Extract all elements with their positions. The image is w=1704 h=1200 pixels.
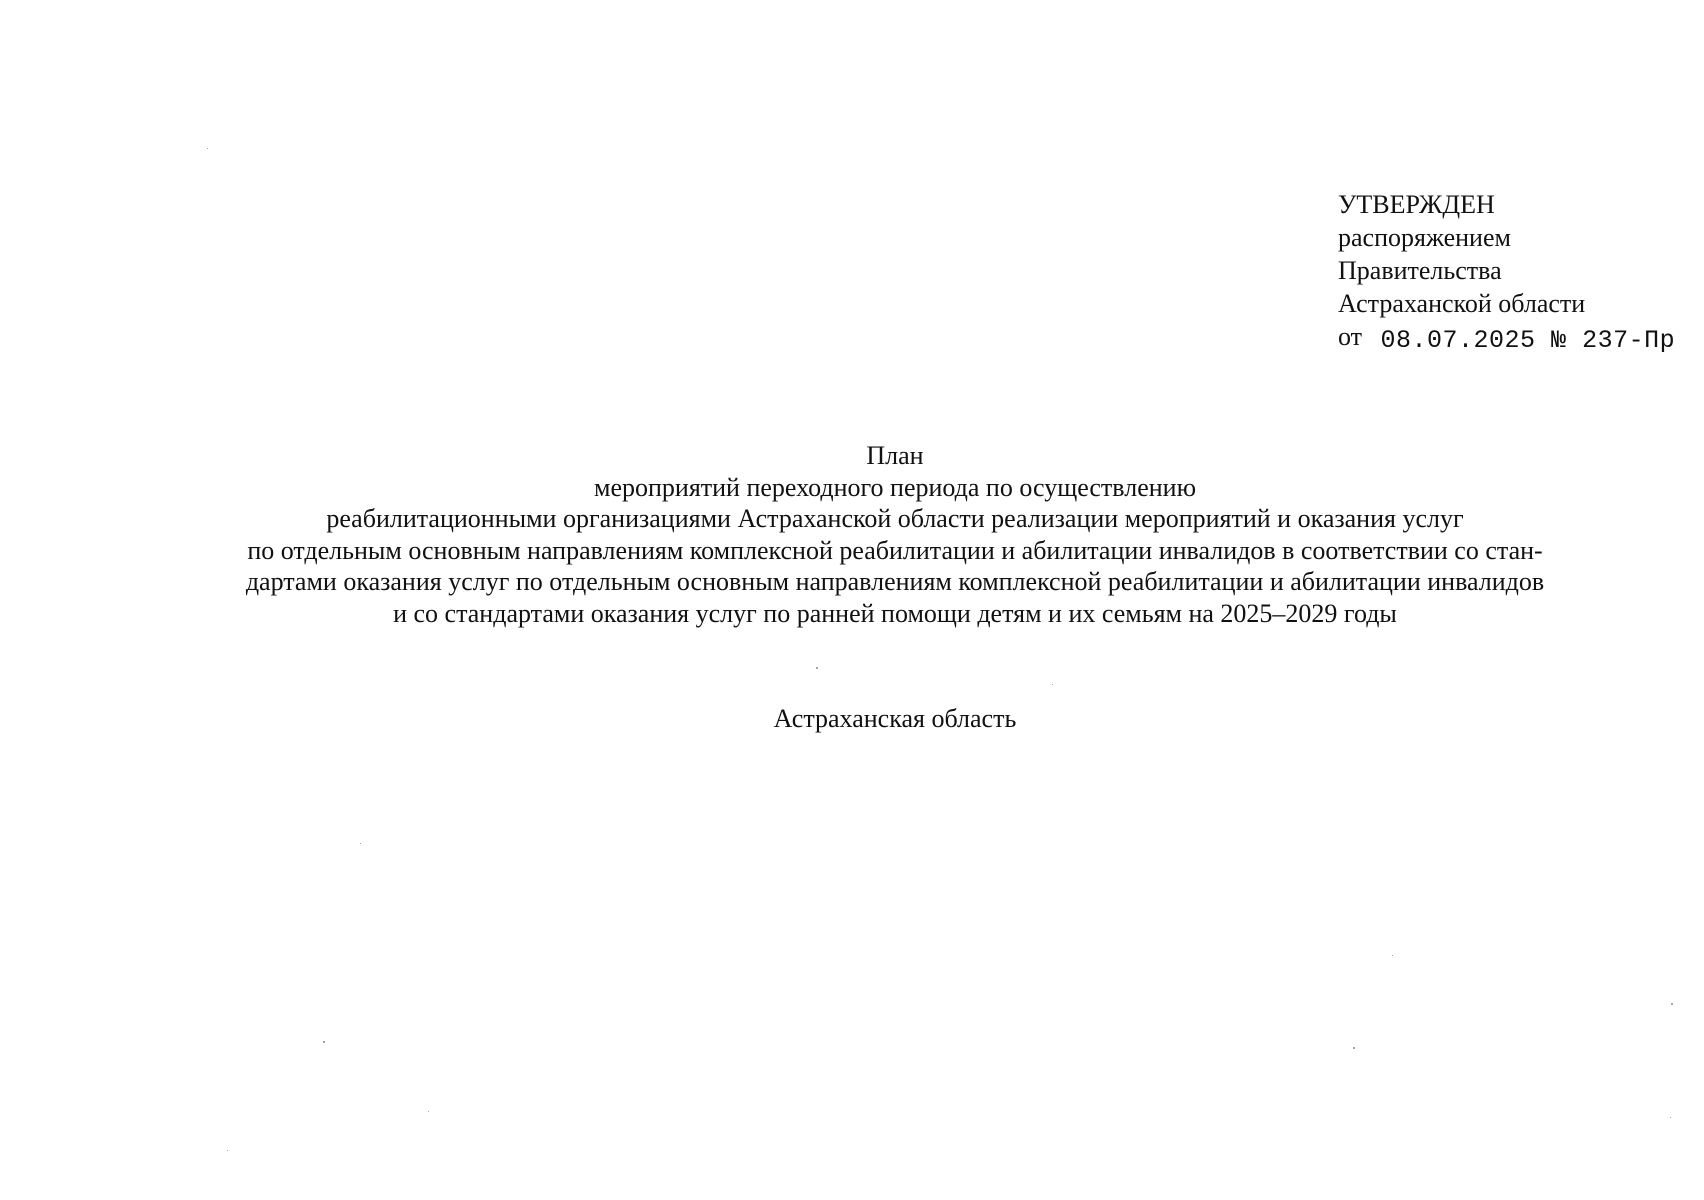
scan-speck bbox=[1353, 1047, 1355, 1049]
order-date-number-stamp: 08.07.2025 № 237-Пр bbox=[1380, 326, 1676, 355]
scan-speck bbox=[227, 1150, 228, 1151]
scan-speck bbox=[1670, 1117, 1671, 1118]
scan-speck bbox=[428, 1111, 429, 1112]
scan-speck bbox=[1392, 955, 1393, 956]
scan-speck bbox=[816, 667, 818, 669]
approval-line-government: Правительства bbox=[1338, 256, 1502, 285]
title-line: План bbox=[866, 441, 924, 470]
scan-speck bbox=[1671, 1003, 1673, 1005]
approval-heading: УТВЕРЖДЕН bbox=[1338, 190, 1495, 219]
document-title bbox=[150, 440, 1640, 629]
approval-order-line bbox=[1338, 320, 1678, 355]
title-line: дартами оказания услуг по отдельным основным направлениям комплексной реабилитации и абилитации инвалидов bbox=[245, 567, 1545, 596]
region-name: Астраханская область bbox=[773, 704, 1017, 733]
scan-speck bbox=[360, 843, 361, 844]
scan-speck bbox=[207, 148, 208, 149]
title-line: мероприятий переходного периода по осуществлению bbox=[594, 472, 1196, 502]
title-line: и со стандартами оказания услуг по ранней помощи детям и их семьям на 2025–2029 годы bbox=[393, 598, 1397, 628]
title-line: реабилитационными организациями Астраханской области реализации мероприятий и оказания услуг bbox=[326, 504, 1464, 533]
scan-speck bbox=[1052, 684, 1053, 685]
approval-block bbox=[1338, 188, 1678, 355]
order-date-prefix: от bbox=[1338, 322, 1363, 351]
title-line: по отдельным основным направлениям комплексной реабилитации и абилитации инвалидов в соответствии со стан- bbox=[247, 535, 1543, 565]
scan-speck bbox=[323, 1041, 325, 1043]
approval-line-order: распоряжением bbox=[1338, 223, 1511, 252]
approval-line-region: Астраханской области bbox=[1338, 289, 1586, 318]
